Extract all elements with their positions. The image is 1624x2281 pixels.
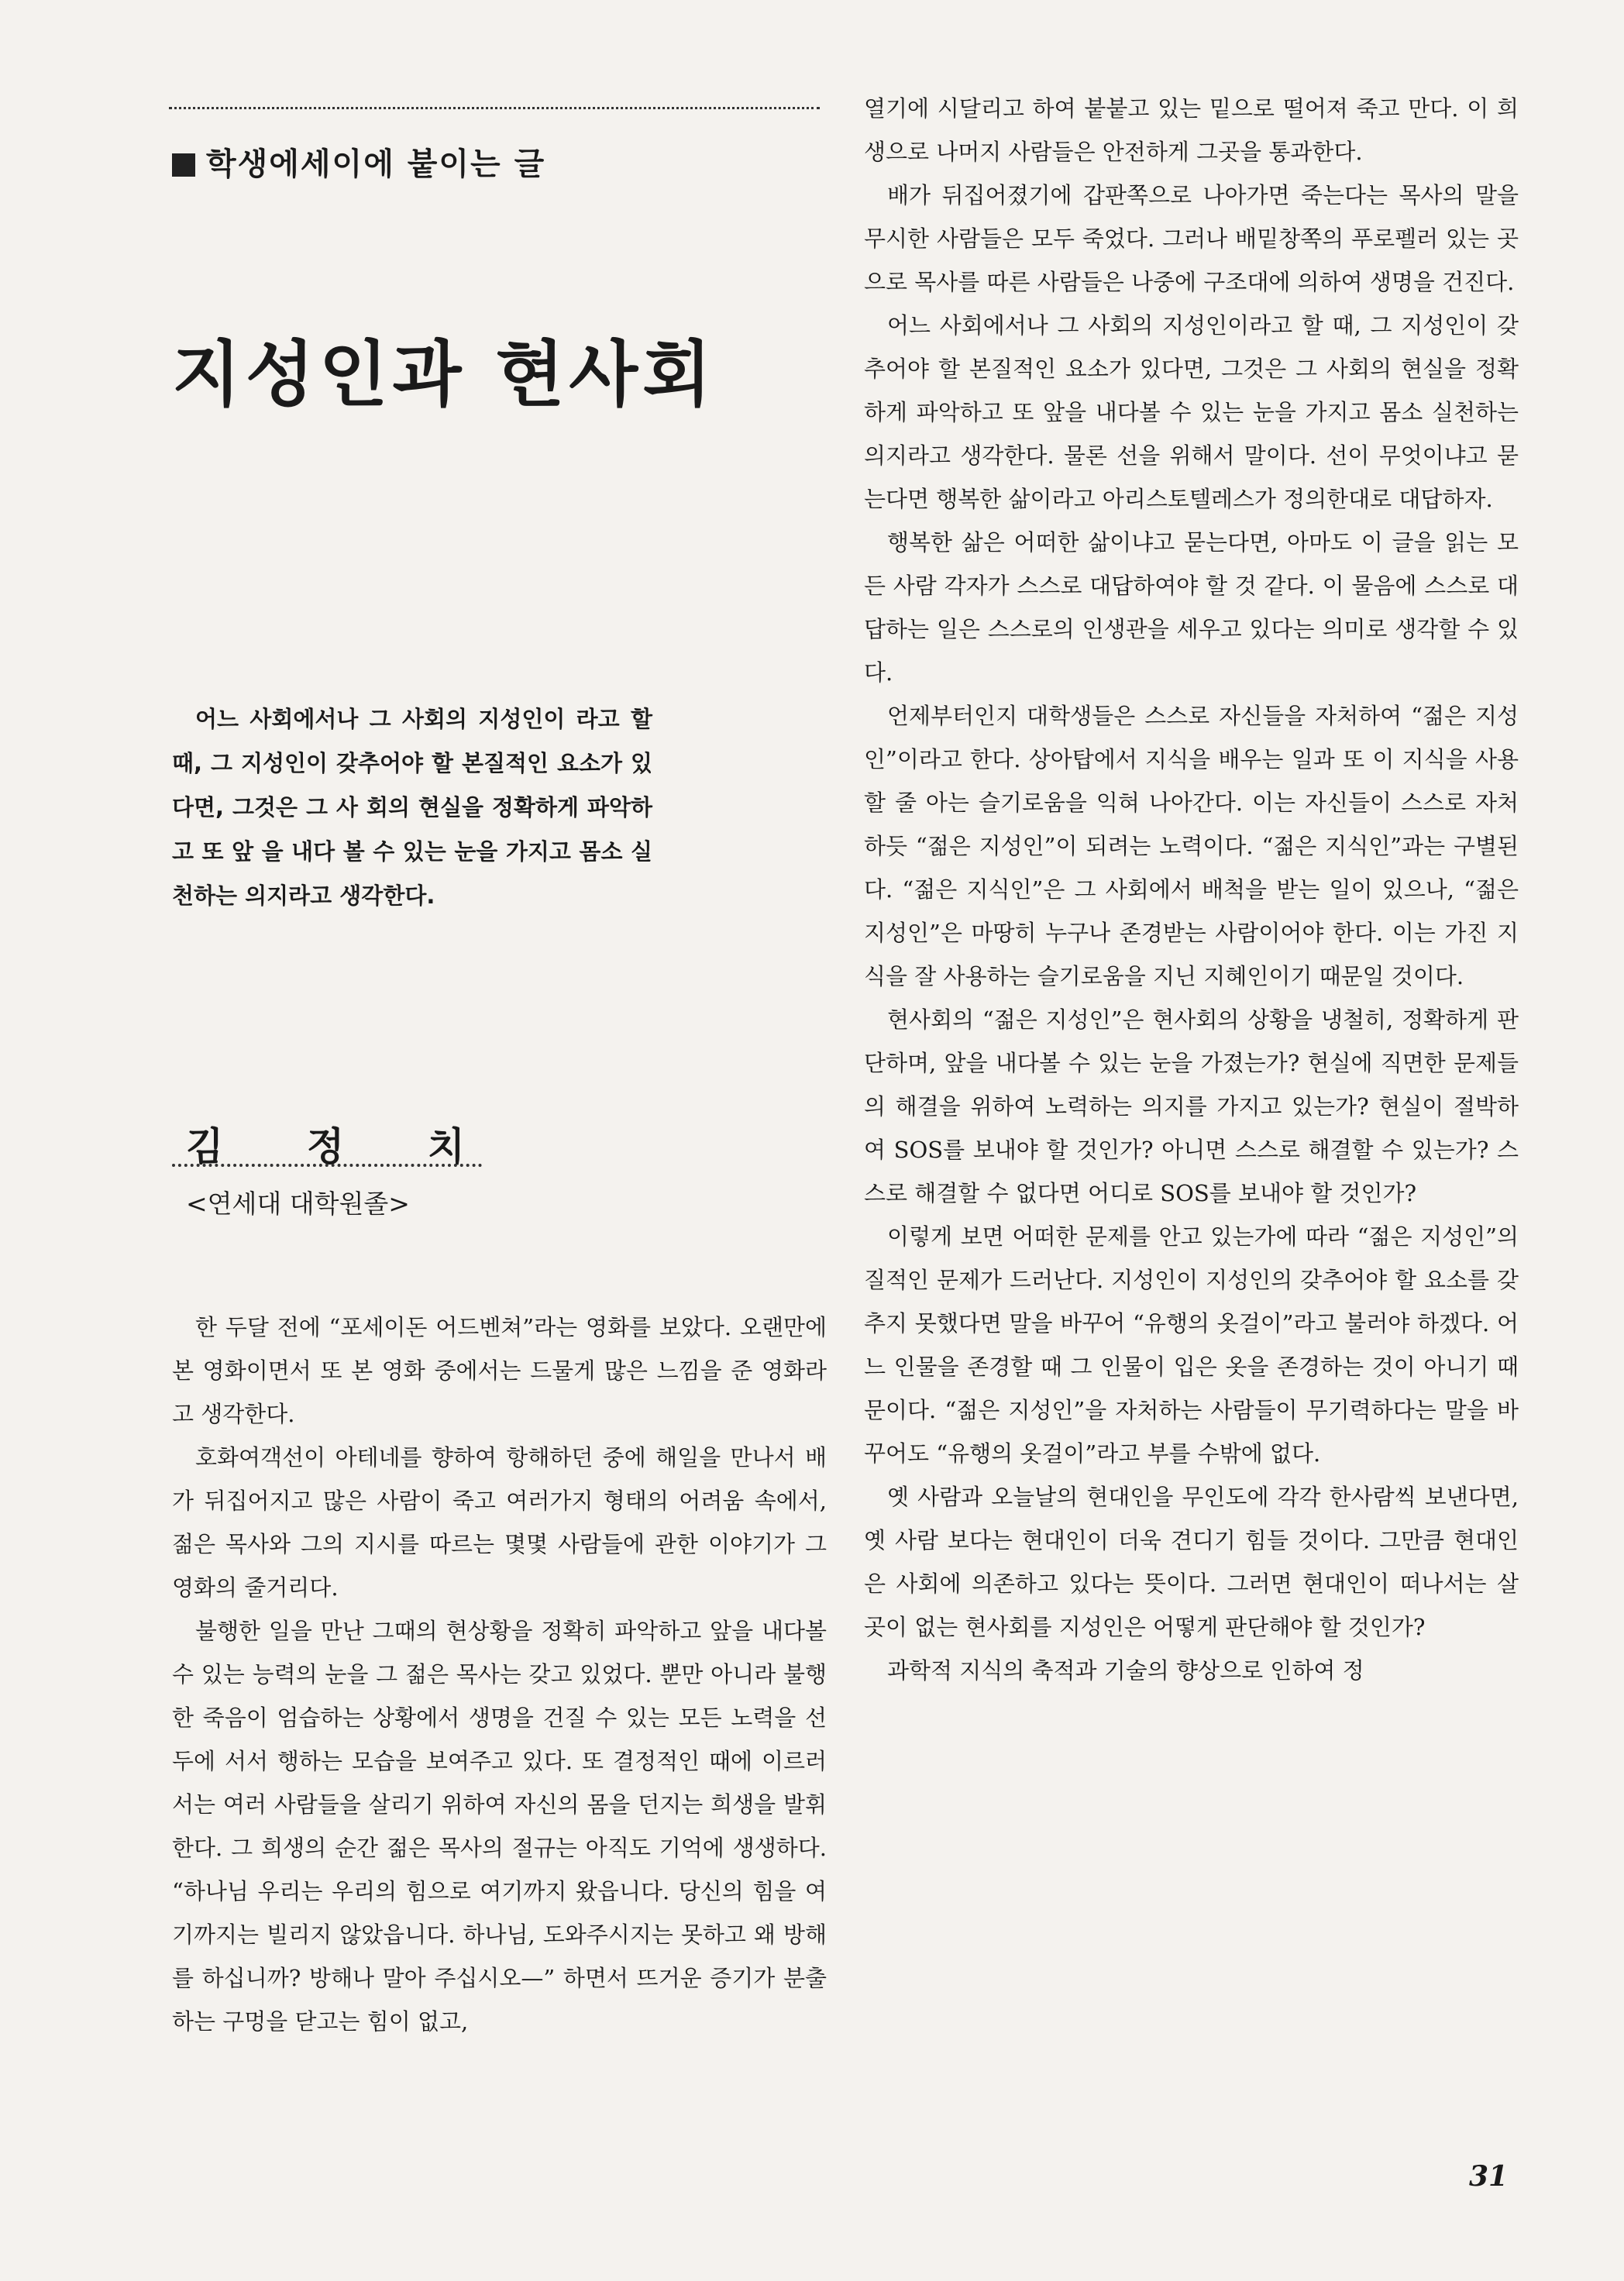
paragraph: 행복한 삶은 어떠한 삶이냐고 묻는다면, 아마도 이 글을 읽는 모든 사람 각자가 스스로 대답하여야 할 것 같다. 이 물음에 스스로 대답하는 일은 스스로의 인생관을 세우고 있다는 의미로 생각할 수 있다.	[864, 529, 1519, 686]
paragraph: 언제부터인지 대학생들은 스스로 자신들을 자처하여 “젊은 지성인”이라고 한다. 상아탑에서 지식을 배우는 일과 또 이 지식을 사용할 줄 아는 슬기로움을 익혀 나아간다. 이는 자신들이 스스로 자처하듯 “젊은 지성인”이 되려는 노력이다. “젊은 지식인”과는 구별된다. “젊은 지식인”은 그 사회에서 배척을 받는 일이 있으나, “젊은 지성인”은 마땅히 누구나 존경받는 사람이어야 한다. 이는 가진 지식을 잘 사용하는 슬기로움을 지닌 지혜인이기 때문일 것이다.	[864, 703, 1519, 989]
author-name-char: 김	[186, 1124, 224, 1169]
page-title: 지성인과 현사회	[172, 333, 717, 416]
author-dotted-rule	[172, 1164, 482, 1167]
body-column-left	[172, 1306, 827, 2043]
paragraph: 옛 사람과 오늘날의 현대인을 무인도에 각각 한사람씩 보낸다면, 옛 사람 보다는 현대인이 더욱 견디기 힘들 것이다. 그만큼 현대인은 사회에 의존하고 있다는 뜻이다. 그러면 현대인이 떠나서는 살 곳이 없는 현사회를 지성인은 어떻게 판단해야 할 것인가?	[864, 1484, 1519, 1640]
top-dotted-rule	[169, 107, 820, 114]
section-label-text: 학생에세이에 붙이는 글	[206, 146, 546, 182]
paragraph: 배가 뒤집어졌기에 갑판쪽으로 나아가면 죽는다는 목사의 말을 무시한 사람들은 모두 죽었다. 그러나 배밑창쪽의 푸로펠러 있는 곳으로 목사를 따른 사람들은 나중에 구조대에 의하여 생명을 건진다.	[864, 182, 1519, 295]
author-affiliation: <연세대 대학원졸>	[186, 1189, 410, 1219]
paragraph: 불행한 일을 만난 그때의 현상황을 정확히 파악하고 앞을 내다볼 수 있는 능력의 눈을 그 젊은 목사는 갖고 있었다. 뿐만 아니라 불행한 죽음이 엄습하는 상황에서 생명을 건질 수 있는 모든 노력을 선두에 서서 행하는 모습을 보여주고 있다. 또 결정적인 때에 이르러서는 여러 사람들을 살리기 위하여 자신의 몸을 던지는 희생을 발휘한다. 그 희생의 순간 젊은 목사의 절규는 아직도 기억에 생생하다. “하나님 우리는 우리의 힘으로 여기까지 왔읍니다. 당신의 힘을 여기까지는 빌리지 않았읍니다. 하나님, 도와주시지는 못하고 왜 방해를 하십니까? 방해나 말아 주십시오—” 하면서 뜨거운 증기가 분출하는 구멍을 닫고는 힘이 없고,	[172, 1618, 827, 2035]
paragraph: 과학적 지식의 축적과 기술의 향상으로 인하여 정	[887, 1657, 1364, 1684]
paragraph: 어느 사회에서나 그 사회의 지성인이라고 할 때, 그 지성인이 갖추어야 할 본질적인 요소가 있다면, 그것은 그 사회의 현실을 정확하게 파악하고 또 앞을 내다볼 수 있는 눈을 가지고 몸소 실천하는 의지라고 생각한다. 물론 선을 위해서 말이다. 선이 무엇이냐고 묻는다면 행복한 삶이라고 아리스토텔레스가 정의한대로 대답하자.	[864, 312, 1519, 512]
paragraph: 현사회의 “젊은 지성인”은 현사회의 상황을 냉철히, 정확하게 판단하며, 앞을 내다볼 수 있는 눈을 가졌는가? 현실에 직면한 문제들의 해결을 위하여 노력하는 의지를 가지고 있는가? 현실이 절박하여 SOS를 보내야 할 것인가? 아니면 스스로 해결할 수 있는가? 스스로 해결할 수 없다면 어디로 SOS를 보내야 할 것인가?	[864, 1006, 1519, 1206]
square-bullet-icon	[172, 153, 195, 177]
body-column-right	[864, 87, 1519, 1692]
paragraph: 한 두달 전에 “포세이돈 어드벤쳐”라는 영화를 보았다. 오랜만에 본 영화이면서 또 본 영화 중에서는 드물게 많은 느낌을 준 영화라고 생각한다.	[172, 1314, 827, 1427]
section-label	[172, 139, 545, 184]
paragraph: 호화여객선이 아테네를 향하여 항해하던 중에 해일을 만나서 배가 뒤집어지고 많은 사람이 죽고 여러가지 형태의 어려움 속에서, 젊은 목사와 그의 지시를 따르는 몇몇 사람들에 관한 이야기가 그 영화의 줄거리다.	[172, 1444, 827, 1601]
paragraph: 열기에 시달리고 하여 붙붙고 있는 밑으로 떨어져 죽고 만다. 이 희생으로 나머지 사람들은 안전하게 그곳을 통과한다.	[864, 95, 1519, 165]
paragraph: 이렇게 보면 어떠한 문제를 안고 있는가에 따라 “젊은 지성인”의 질적인 문제가 드러난다. 지성인이 지성인의 갖추어야 할 요소를 갖추지 못했다면 말을 바꾸어 “유행의 옷걸이”라고 불러야 하겠다. 어느 인물을 존경할 때 그 인물이 입은 옷을 존경하는 것이 아니기 때문이다. “젊은 지성인”을 자처하는 사람들이 무기력하다는 말을 바꾸어도 “유행의 옷걸이”라고 부를 수밖에 없다.	[864, 1223, 1519, 1467]
author-name-char: 정	[306, 1124, 345, 1169]
summary-blurb: 어느 사회에서나 그 사회의 지성인이 라고 할 때, 그 지성인이 갖추어야 할 본질적인 요소가 있다면, 그것은 그 사 회의 현실을 정확하게 파악하고 또 앞 을 내다 볼 수 있는 눈을 가지고 몸소 실천하는 의지라고 생각한다.	[172, 706, 652, 909]
page-number: 31	[1469, 2160, 1509, 2193]
author-name-char: 치	[427, 1124, 465, 1169]
